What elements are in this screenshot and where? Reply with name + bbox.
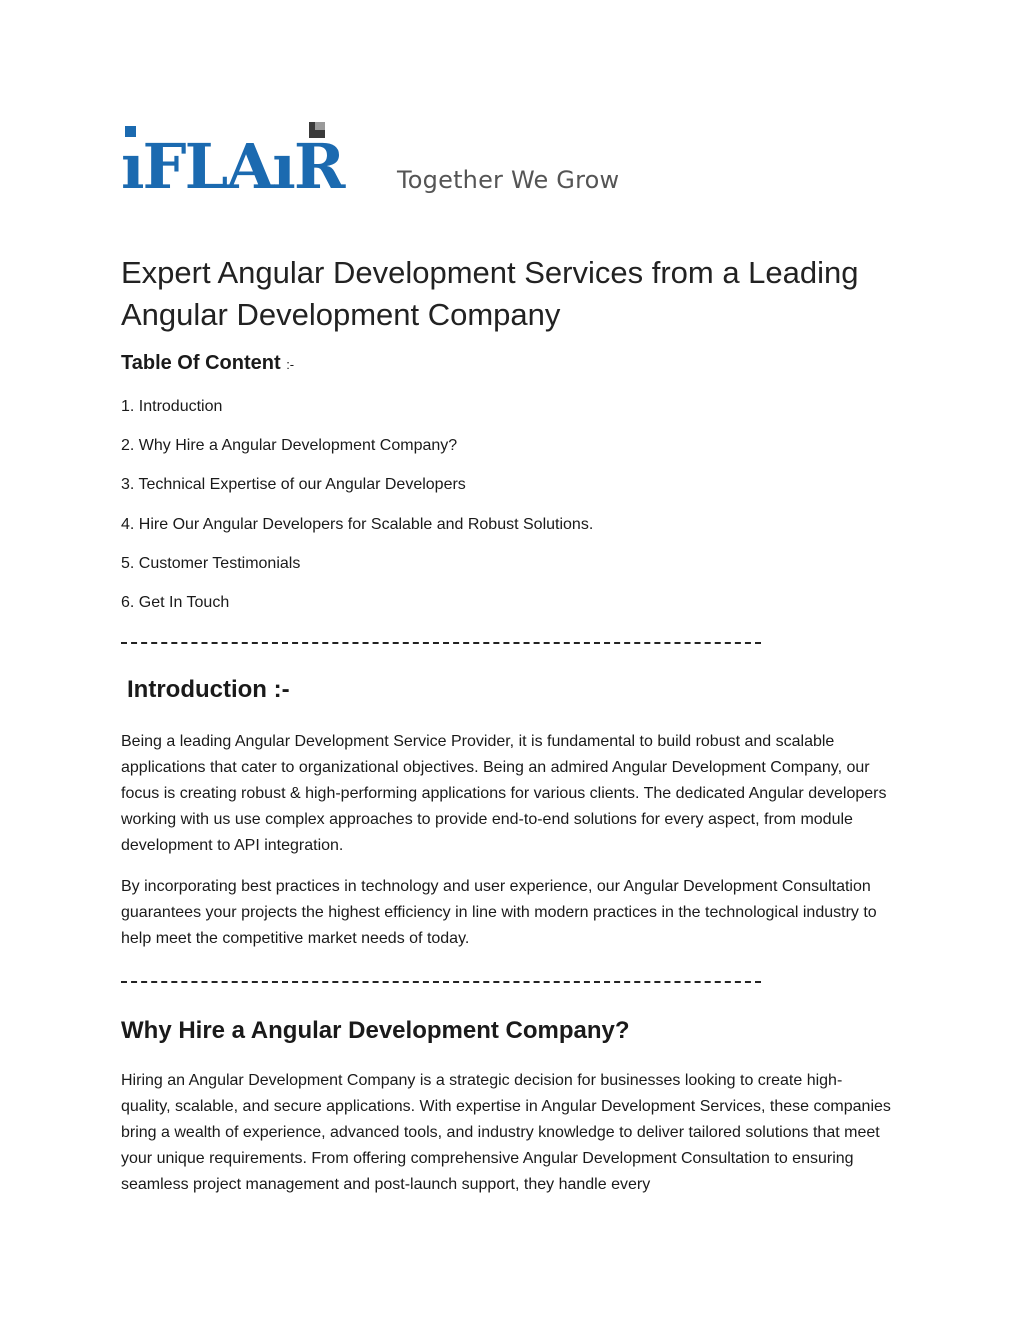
why-hire-paragraph-1: Hiring an Angular Development Company is a strategic decision for businesses looking to create high-quality, scalable, and secure applications. With expertise in Angular Development Services, these companies bring a wealth of experience, advanced tools, and industry knowledge to deliver tailored solutions that meet your unique requirements. From offering comprehensive Angular Development Consultation to ensuring seamless project management and post-launch support, they handle every (121, 1072, 891, 1193)
toc-item[interactable]: 6. Get In Touch (121, 593, 230, 611)
toc-list (121, 396, 593, 631)
toc-item[interactable]: 1. Introduction (121, 398, 223, 415)
iflair-logo-mark (121, 118, 391, 196)
introduction-heading: Introduction :- (127, 676, 290, 703)
section-divider (121, 981, 761, 986)
why-hire-heading: Why Hire a Angular Development Company? (121, 1017, 630, 1044)
introduction-paragraph-1: Being a leading Angular Development Service Provider, it is fundamental to build robust and scalable applications that cater to organizational objectives. Being an admired Angular Development Company, our focus is creating robust & high-performing applications for various clients. The dedicated Angular developers working with us use complex approaches to provide end-to-end solutions for every aspect, from module development to API integration. (121, 733, 887, 854)
logo-tagline: Together We Grow (397, 166, 620, 194)
section-divider (121, 642, 761, 647)
toc-item[interactable]: 4. Hire Our Angular Developers for Scalable and Robust Solutions. (121, 515, 594, 533)
toc-heading (121, 352, 294, 375)
toc-item[interactable]: 2. Why Hire a Angular Development Company? (121, 437, 458, 455)
document-title: Expert Angular Development Services from a Leading Angular Development Company (121, 255, 859, 332)
introduction-paragraph-2: By incorporating best practices in technology and user experience, our Angular Development Consultation guarantees your projects the highest efficiency in line with modern practices in the technological industry to help meet the competitive market needs of today. (121, 878, 877, 947)
toc-item[interactable]: 5. Customer Testimonials (121, 554, 301, 572)
toc-heading-suffix: :- (286, 357, 295, 372)
toc-item[interactable]: 3. Technical Expertise of our Angular Developers (121, 476, 466, 494)
company-logo (121, 118, 641, 198)
logo-wordmark: ıFLAıR (121, 130, 344, 196)
toc-heading-text: Table Of Content (121, 352, 281, 374)
